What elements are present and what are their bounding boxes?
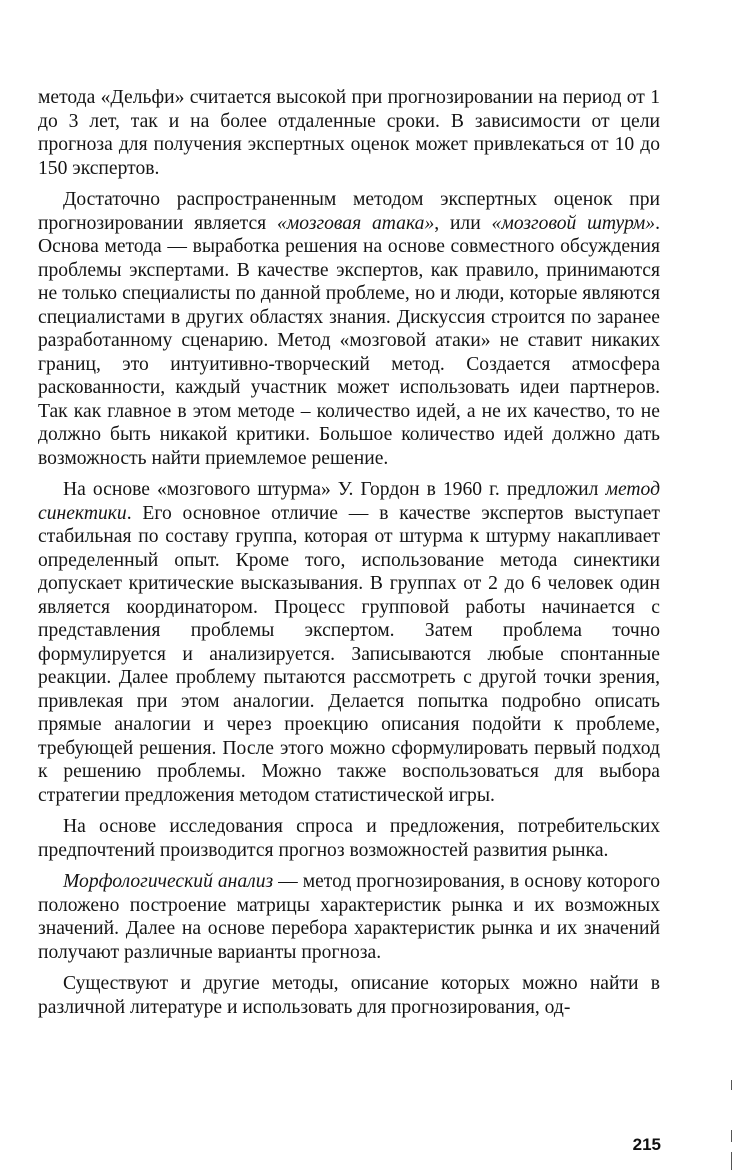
italic-term: Морфологический анализ <box>63 871 274 892</box>
scan-edge-mark <box>731 1152 732 1170</box>
italic-term: метод синектики <box>38 479 660 524</box>
text-run: метода «Дельфи» считается высокой при прогнозировании на период от 1 до 3 лет, так и на более отдаленные сроки. В зависимости от цели прогноза для получения экспертных оценок может привлекаться от 10 до 150 экспертов. <box>38 87 660 179</box>
italic-term: «мозговой штурм» <box>491 212 656 234</box>
paragraph-5 <box>38 870 660 964</box>
page-number: 215 <box>632 1135 661 1154</box>
italic-term: «мозговая атака» <box>276 212 435 234</box>
paragraph-2 <box>38 188 660 470</box>
text-run: . Основа метода — выработка решения на основе совместного обсуждения проблемы экспертами. В качестве экспертов, как правило, принимаются не только специалисты по данной проблеме, но и люди, которые являются специалистами в других областях знания. Дискуссия строится по заранее разработанному сценарию. Метод «мозговой атаки» не ставит никаких границ, это интуитивно-творческий метод. Создается атмосфера раскованности, каждый участник может использовать идеи партнеров. Так как главное в этом методе – количество идей, а не их качество, то не должно быть никакой критики. Большое количество идей должно дать возможность найти приемлемое решение. <box>38 212 661 469</box>
text-run: Существуют и другие методы, описание которых можно найти в различной литературе и использовать для прогнозирования, од- <box>38 973 660 1018</box>
text-run: На основе «мозгового штурма» У. Гордон в 1960 г. предложил <box>63 479 606 500</box>
text-run: Достаточно распространенным методом экспертных оценок при прогнозировании является <box>38 189 660 234</box>
paragraph-3 <box>38 478 660 807</box>
paragraph-1 <box>38 86 660 180</box>
text-run: — метод прогнозирования, в основу которого положено построение матрицы характеристик рынка и их возможных значений. Далее на основе перебора характеристик рынка и их значений получают различные варианты прогноза. <box>38 871 660 963</box>
scan-edge-mark <box>731 1080 732 1090</box>
paragraph-6 <box>38 972 660 1019</box>
text-run: На основе исследования спроса и предложения, потребительских предпочтений производится прогноз возможностей развития рынка. <box>38 816 660 861</box>
page-body <box>38 86 660 1027</box>
scan-edge-mark <box>731 1130 732 1142</box>
paragraph-4 <box>38 815 660 862</box>
text-run: . Его основное отличие — в качестве экспертов выступает стабильная по составу группа, которая от штурма к штурму накапливает определенный опыт. Кроме того, использование метода синектики допускает критические высказывания. В группах от 2 до 6 человек один является координатором. Процесс групповой работы начинается с представления проблемы экспертом. Затем проблема точно формулируется и анализируется. Записываются любые спонтанные реакции. Далее проблему пытаются рассмотреть с другой точки зрения, привлекая при этом аналогии. Делается попытка подробно описать прямые аналогии и через проекцию описания подойти к проблеме, требующей решения. После этого можно сформулировать первый подход к решению проблемы. Можно также воспользоваться для выбора стратегии предложения методом статистической игры. <box>38 502 660 806</box>
text-run: , или <box>434 212 492 234</box>
